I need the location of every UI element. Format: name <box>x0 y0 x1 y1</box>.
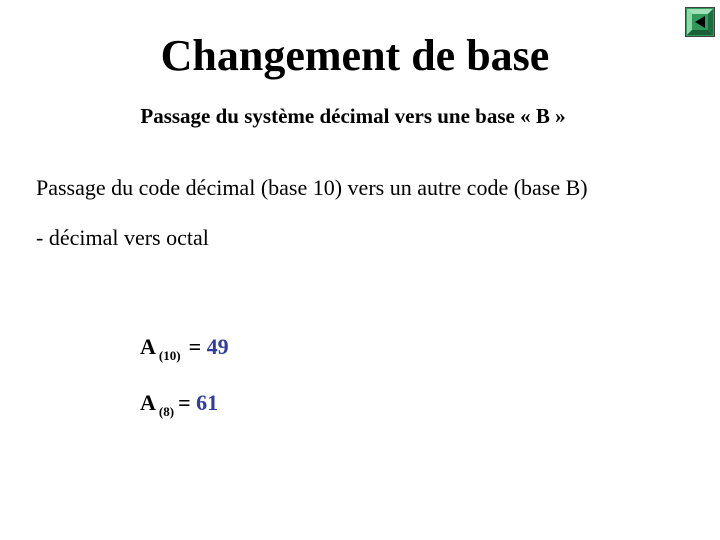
equation-value: 49 <box>206 334 229 359</box>
equation-base-subscript: (8) <box>158 404 175 419</box>
body-text-bullet: - décimal vers octal <box>36 225 209 250</box>
slide-subtitle: Passage du système décimal vers une base « B » <box>140 104 566 128</box>
equation-decimal <box>140 333 229 364</box>
equation-variable: A <box>140 390 156 415</box>
slide-title: Changement de base <box>160 31 550 80</box>
equation-equals: = <box>178 390 191 415</box>
body-text-intro: Passage du code décimal (base 10) vers un autre code (base B) <box>36 175 588 200</box>
equation-base-subscript: (10) <box>158 348 181 363</box>
equation-value: 61 <box>196 390 219 415</box>
equation-equals: = <box>188 334 202 359</box>
equation-octal <box>140 389 218 420</box>
back-navigation-button[interactable] <box>685 7 715 37</box>
equation-variable: A <box>140 334 156 359</box>
back-arrow-icon <box>686 8 714 36</box>
